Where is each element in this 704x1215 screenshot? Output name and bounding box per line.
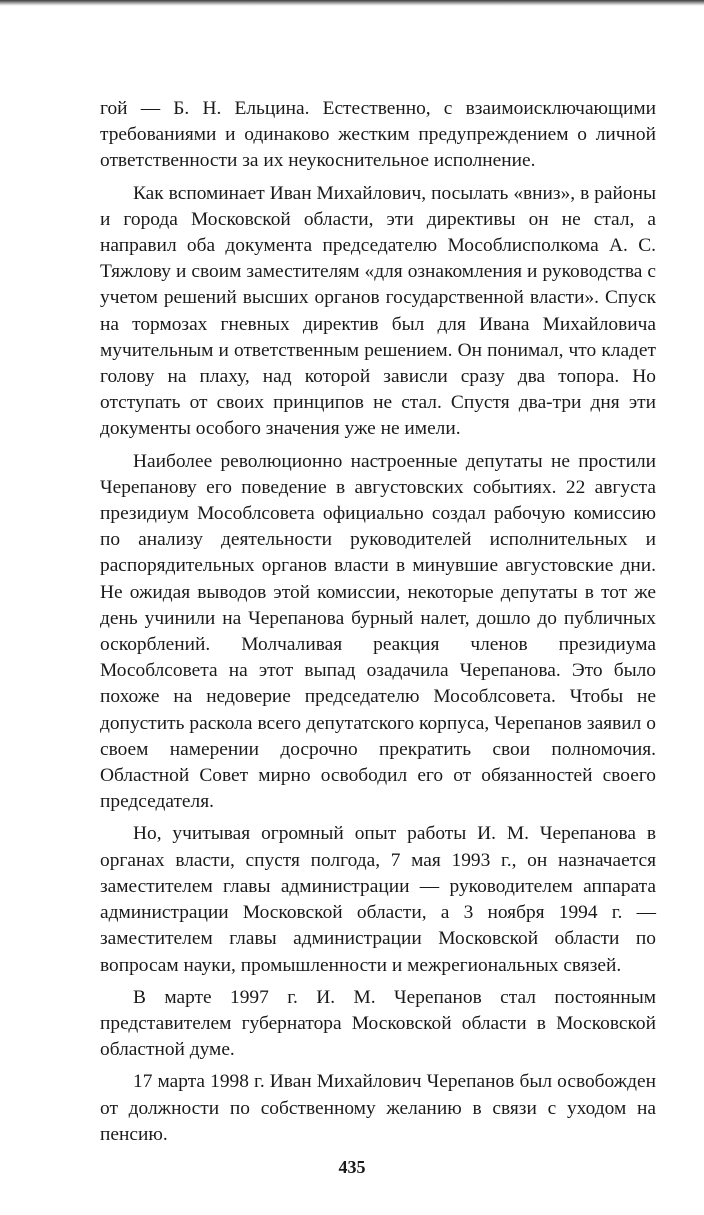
- page-number: 435: [338, 1157, 366, 1177]
- body-text: [100, 96, 656, 1148]
- paragraph: гой — Б. Н. Ельцина. Естественно, с взаимоисключающими требованиями и одинаково жестким предупреждением о личной ответственности за их неукоснительное исполнение.: [100, 98, 656, 172]
- paragraph: 17 марта 1998 г. Иван Михайлович Черепанов был освобожден от должности по собственному желанию в связи с уходом на пенсию.: [100, 1071, 656, 1145]
- paragraph: В марте 1997 г. И. М. Черепанов стал постоянным представителем губернатора Московской области в Московской областной думе.: [100, 986, 656, 1061]
- paragraph: Но, учитывая огромный опыт работы И. М. Черепанова в органах власти, спустя полгода, 7 мая 1993 г., он назначается заместителем главы администрации — руководителем аппарата администрации Московской области, а 3 ноября 1994 г. — заместителем главы администрации Московской области по вопросам науки, промышленности и межрегиональных связей.: [100, 823, 656, 976]
- paragraph: Наиболее революционно настроенные депутаты не простили Черепанову его поведение в августовских событиях. 22 августа президиум Мособлсовета официально создал рабочую комиссию по анализу деятельности руководителей исполнительных и распорядительных органов власти в минувшие августовские дни. Не ожидая выводов этой комиссии, некоторые депутаты в тот же день учинили на Черепанова бурный налет, дошло до публичных оскорблений. Молчаливая реакция членов президиума Мособлсовета на этот выпад озадачила Черепанова. Это было похоже на недоверие председателю Мособлсовета. Чтобы не допустить раскола всего депутатского корпуса, Черепанов заявил о своем намерении досрочно прекратить свои полномочия. Областной Совет мирно освободил его от обязанностей своего председателя.: [100, 450, 656, 813]
- page-top-edge: [0, 0, 704, 6]
- paragraph: Как вспоминает Иван Михайлович, посылать «вниз», в районы и города Московской области, эти директивы он не стал, а направил оба документа председателю Мособлисполкома А. С. Тяжлову и своим заместителям «для ознакомления и руководства с учетом решений высших органов государственной власти». Спуск на тормозах гневных директив был для Ивана Михайловича мучительным и ответственным решением. Он понимал, что кладет голову на плаху, над которой зависли сразу два топора. Но отступать от своих принципов не стал. Спустя два-три дня эти документы особого значения уже не имели.: [100, 182, 656, 440]
